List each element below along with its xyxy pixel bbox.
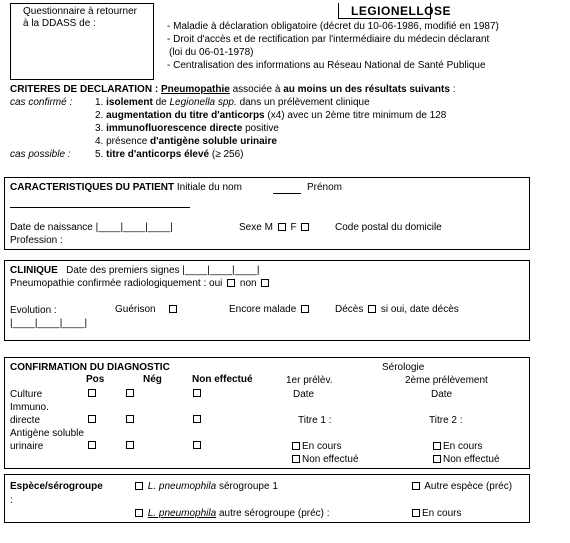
deces-group <box>335 304 459 315</box>
lp2-group <box>133 508 330 519</box>
sexe-m-checkbox[interactable] <box>278 223 286 231</box>
espece-colon: : <box>10 495 13 506</box>
bullet-4: - Centralisation des informations au Réseau National de Santé Publique <box>167 60 486 71</box>
document-title: LEGIONELLOSE <box>351 4 452 18</box>
return-box <box>10 3 154 80</box>
encore-malade-group <box>229 304 311 315</box>
culture-label: Culture <box>10 389 43 400</box>
code-postal-label[interactable]: Code postal du domicile <box>335 222 442 233</box>
evolution-label: Evolution : <box>10 305 57 316</box>
non-eff1-group <box>290 454 359 465</box>
prelev1-header: 1er prélèv. <box>286 375 333 386</box>
patient-heading-line <box>10 182 242 193</box>
non-eff2-group <box>431 454 500 465</box>
nom-prenom-field[interactable] <box>10 207 190 208</box>
date2-label[interactable]: Date <box>431 389 453 400</box>
ifd-neg-checkbox[interactable] <box>126 415 134 423</box>
pneumo-oui-checkbox[interactable] <box>227 279 235 287</box>
en-cours1-label: En cours <box>302 441 342 452</box>
espece-heading: Espèce/sérogroupe <box>10 481 103 492</box>
diagnostic-section <box>4 357 530 469</box>
guerison-group <box>115 304 179 315</box>
en-cours2-group <box>431 441 482 452</box>
criteria-assoc: associée à <box>232 84 281 95</box>
serologie-heading: Sérologie <box>382 362 425 373</box>
criteria-colon: : <box>452 84 456 95</box>
antigene-neg-checkbox[interactable] <box>126 441 134 449</box>
clinique-heading: CLINIQUE <box>10 265 58 276</box>
criteria-heading: CRITERES DE DECLARATION : <box>10 84 159 95</box>
criterion-4-bold: d'antigène soluble urinaire <box>150 136 277 147</box>
lp2-rest: autre sérogroupe (préc) : <box>218 508 330 519</box>
sexe-m-label: M <box>264 222 273 233</box>
col-pos-header: Pos <box>86 374 105 385</box>
bullet-1: - Maladie à déclaration obligatoire (décret du 10-06-1986, modifié en 1987) <box>167 21 499 32</box>
urinaire-label: urinaire <box>10 441 44 452</box>
date1-label[interactable]: Date <box>293 389 315 400</box>
criterion-1-mid: de <box>155 97 167 108</box>
immuno-label: Immuno. <box>10 402 49 413</box>
antigene-pos-checkbox[interactable] <box>88 441 96 449</box>
criterion-1-italic: Legionella spp. <box>169 97 237 108</box>
return-box-line2: à la DDASS de : <box>23 18 96 29</box>
criteria-pneumopathie: Pneumopathie <box>160 84 230 95</box>
ifd-pos-checkbox[interactable] <box>88 415 96 423</box>
criterion-1-rest: dans un prélèvement clinique <box>239 97 370 108</box>
sexe-group <box>239 222 311 233</box>
lp1-italic: L. pneumophila <box>147 481 217 492</box>
criterion-2-rest: (x4) avec un 2ème titre minimum de 128 <box>267 110 447 121</box>
profession-field[interactable]: Profession : <box>10 235 63 246</box>
criterion-1-bold: isolement <box>106 97 153 108</box>
criterion-1 <box>95 97 370 108</box>
non-eff2-checkbox[interactable] <box>433 455 441 463</box>
criterion-4 <box>95 136 277 147</box>
criteria-au-moins: au moins un des résultats suivants <box>283 84 450 95</box>
non-eff2-label: Non effectué <box>443 454 500 465</box>
en-cours2-label: En cours <box>443 441 483 452</box>
espece-section <box>4 474 530 523</box>
autre-espece-label: Autre espèce (préc) <box>424 481 513 492</box>
criterion-5 <box>95 149 244 160</box>
guerison-checkbox[interactable] <box>169 305 177 313</box>
cas-confirme-label: cas confirmé : <box>10 97 73 108</box>
criterion-2 <box>95 110 446 121</box>
culture-neg-checkbox[interactable] <box>126 389 134 397</box>
criterion-1-num: 1. <box>95 97 104 108</box>
pneumo-radio-line <box>10 278 271 289</box>
date-deces-field[interactable]: |____|____|____| <box>10 318 88 329</box>
guerison-label: Guérison <box>115 304 156 315</box>
col-neg-header: Nég <box>143 374 162 385</box>
criterion-3-num: 3. <box>95 123 104 134</box>
deces-checkbox[interactable] <box>368 305 376 313</box>
criterion-2-num: 2. <box>95 110 104 121</box>
prelev2-header: 2ème prélèvement <box>405 375 488 386</box>
criteria-heading-line <box>10 84 456 95</box>
titre2-label[interactable]: Titre 2 : <box>429 415 463 426</box>
date-signes-field[interactable]: Date des premiers signes |____|____|____| <box>66 265 260 276</box>
criterion-2-bold: augmentation du titre d'anticorps <box>106 110 265 121</box>
initiale-nom-label: Initiale du nom <box>176 182 242 193</box>
criterion-5-num: 5. <box>95 149 104 160</box>
criterion-4-pre: présence <box>106 136 148 147</box>
encore-malade-checkbox[interactable] <box>301 305 309 313</box>
criterion-5-rest: (≥ 256) <box>211 149 244 160</box>
criterion-3 <box>95 123 279 134</box>
si-oui-label: si oui, date décès <box>380 304 459 315</box>
diagnostic-heading: CONFIRMATION DU DIAGNOSTIC <box>10 362 170 373</box>
espece-en-cours-checkbox[interactable] <box>412 509 420 517</box>
prenom-label: Prénom <box>307 182 343 193</box>
autre-espece-checkbox[interactable] <box>412 482 420 490</box>
bullet-2: - Droit d'accès et de rectification par l'intermédiaire du médecin déclarant <box>167 34 490 45</box>
lp1-rest: sérogroupe 1 <box>218 481 278 492</box>
culture-pos-checkbox[interactable] <box>88 389 96 397</box>
lp2-checkbox[interactable] <box>135 509 143 517</box>
pneumo-non-checkbox[interactable] <box>261 279 269 287</box>
clinique-section <box>4 260 530 341</box>
encore-malade-label: Encore malade <box>229 304 297 315</box>
return-box-line1: Questionnaire à retourner <box>23 6 137 17</box>
criterion-3-rest: positive <box>245 123 279 134</box>
non-eff1-label: Non effectué <box>302 454 359 465</box>
criterion-4-num: 4. <box>95 136 104 147</box>
en-cours1-checkbox[interactable] <box>292 442 300 450</box>
pneumo-radio-label: Pneumopathie confirmée radiologiquement : oui <box>10 278 223 289</box>
culture-non-checkbox[interactable] <box>193 389 201 397</box>
pneumo-non-label: non <box>239 278 257 289</box>
patient-section <box>4 177 530 250</box>
bullet-3: (loi du 06-01-1978) <box>169 47 254 58</box>
clinique-heading-line <box>10 265 259 276</box>
lp1-group <box>133 481 278 492</box>
deces-label: Décès <box>335 304 364 315</box>
directe-label: directe <box>10 415 41 426</box>
antigene-label: Antigène soluble <box>10 428 84 439</box>
date-naissance-field[interactable]: Date de naissance |____|____|____| <box>10 222 173 233</box>
espece-en-cours-group <box>410 508 461 519</box>
sexe-f-label: F <box>290 222 297 233</box>
initiale-nom-field[interactable] <box>273 193 301 194</box>
espece-en-cours-label: En cours <box>422 508 462 519</box>
titre1-label[interactable]: Titre 1 : <box>298 415 332 426</box>
patient-heading: CARACTERISTIQUES DU PATIENT <box>10 182 175 193</box>
en-cours2-checkbox[interactable] <box>433 442 441 450</box>
col-non-header: Non effectué <box>192 374 253 385</box>
antigene-non-checkbox[interactable] <box>193 441 201 449</box>
en-cours1-group <box>290 441 341 452</box>
sexe-f-checkbox[interactable] <box>301 223 309 231</box>
sexe-label: Sexe <box>239 222 262 233</box>
ifd-non-checkbox[interactable] <box>193 415 201 423</box>
lp1-checkbox[interactable] <box>135 482 143 490</box>
cas-possible-label: cas possible : <box>10 149 71 160</box>
autre-espece-group <box>410 481 512 492</box>
non-eff1-checkbox[interactable] <box>292 455 300 463</box>
lp2-italic: L. pneumophila <box>147 508 217 519</box>
criterion-5-bold: titre d'anticorps élevé <box>106 149 210 160</box>
criterion-3-bold: immunofluorescence directe <box>106 123 243 134</box>
